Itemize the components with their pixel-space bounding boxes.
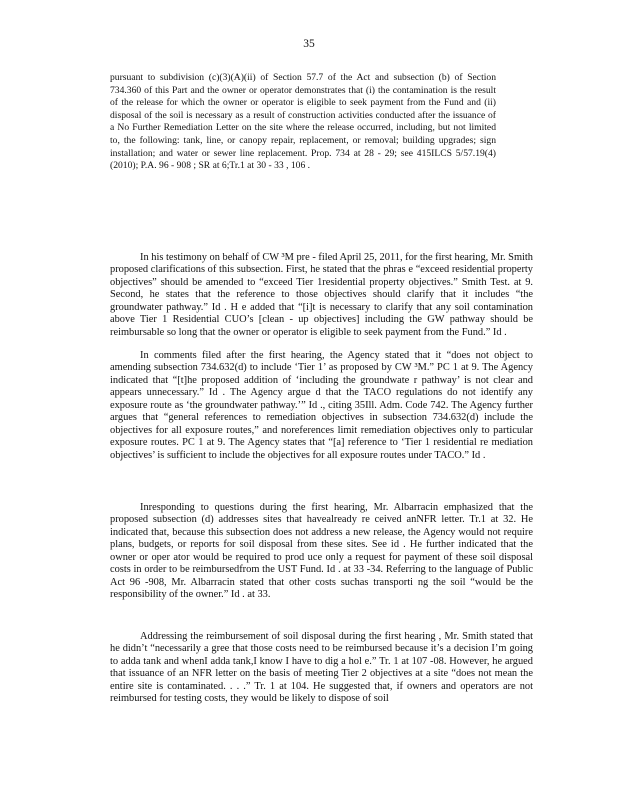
page-number: 35 <box>303 38 315 50</box>
paragraph-text: Inresponding to questions during the first hearing, Mr. Albarracin emphasized that the proposed subsection (d) addresses sites that havealready re ceived anNFR letter. Tr.1 at 32. He indicated that, because this subsection does not address a new release, the Agency would not require plans, budgets, or reports for soil disposal from these sites. See id . He further indicated that the owner or oper ator would be required to prod uce only a request for payment of these soil disposal costs in order to be reimbursedfrom the UST Fund. Id . at 33 -34. Referring to the language of Public Act 96 -908, Mr. Albarracin stated that other costs suchas transporti ng the soil “would be the responsibility of the owner.” Id . at 33. <box>110 502 533 601</box>
paragraph-agency-comments <box>110 350 533 462</box>
paragraph-smith-testimony <box>110 252 533 339</box>
paragraph-text: Addressing the reimbursement of soil disposal during the first hearing , Mr. Smith stated that he didn’t “necessarily a gree that those costs need to be reimbursed because it’s a decision I’m going to adda tank and whenI adda tank,I know I have to dig a hol e.” Tr. 1 at 107 -08. However, he argued that issuance of an NFR letter on the basis of meeting Tier 2 objectives at a site “does not mean the entire site is contaminated. . . .” Tr. 1 at 104. He suggested that, if owners and operators are not reimbursed for testing costs, they would be likely to dispose of soil <box>110 631 533 705</box>
paragraph-reimbursement <box>110 631 533 706</box>
paragraph-text: In comments filed after the first hearing, the Agency stated that it “does not object to amending subsection 734.632(d) to include ‘Tier 1’ as proposed by CW ³M.” PC 1 at 9. The Agency indicated that “[t]he proposed addition of ‘including the groundwate r pathway’ is not clear and appears unnecessary.” Id . The Agency argue d that the TACO regulations do not identify any exposure route as ‘the groundwater pathway.’” Id ., citing 35Ill. Adm. Code 742. The Agency further argues that “general references to remediation objectives in subsection 734.632(d) include the objectives for all exposure routes,” and noreferences limit remediation objectives only to particular exposure routes. PC 1 at 9. The Agency states that “[a] reference to ‘Tier 1 residential re mediation objectives’ is sufficient to include the objectives for all exposure routes under TACO.” Id . <box>110 350 533 461</box>
paragraph-text: In his testimony on behalf of CW ³M pre - filed April 25, 2011, for the first hearing, Mr. Smith proposed clarifications of this subsection. First, he stated that the phras e “exceed residential property objectives” should be amended to “exceed Tier 1residential property objectives.” Smith Test. at 9. Second, he states that the reference to those objectives should clarify that it includes “the groundwater pathway.” Id . H e added that “[i]t is necessary to clarify that any soil contamination above Tier 1 Residential CUO’s [clean - up objectives] including the GW pathway should be reimbursable so long that the owner or operator is eligible to seek payment from the Fund.” Id . <box>110 252 533 338</box>
paragraph-albarracin <box>110 502 533 602</box>
block-quote <box>110 72 496 173</box>
block-quote-text: pursuant to subdivision (c)(3)(A)(ii) of Section 57.7 of the Act and subsection (b) of Section 734.360 of this Part and the owner or operator demonstrates that (i) the contamination is the result of the release for which the owner or operator is eligible to seek payment from the Fund and (ii) disposal of the soil is necessary as a result of construction activities conducted after the issuance of a No Further Remediation Letter on the site where the release occurred, including, but not limited to, the following: tank, line, or canopy repair, replacement, or removal; building upgrades; sign installation; and water or sewer line replacement. Prop. 734 at 28 - 29; see 415ILCS 5/57.19(4) (2010); P.A. 96 - 908 ; SR at 6;Tr.1 at 30 - 33 , 106 . <box>110 72 496 172</box>
